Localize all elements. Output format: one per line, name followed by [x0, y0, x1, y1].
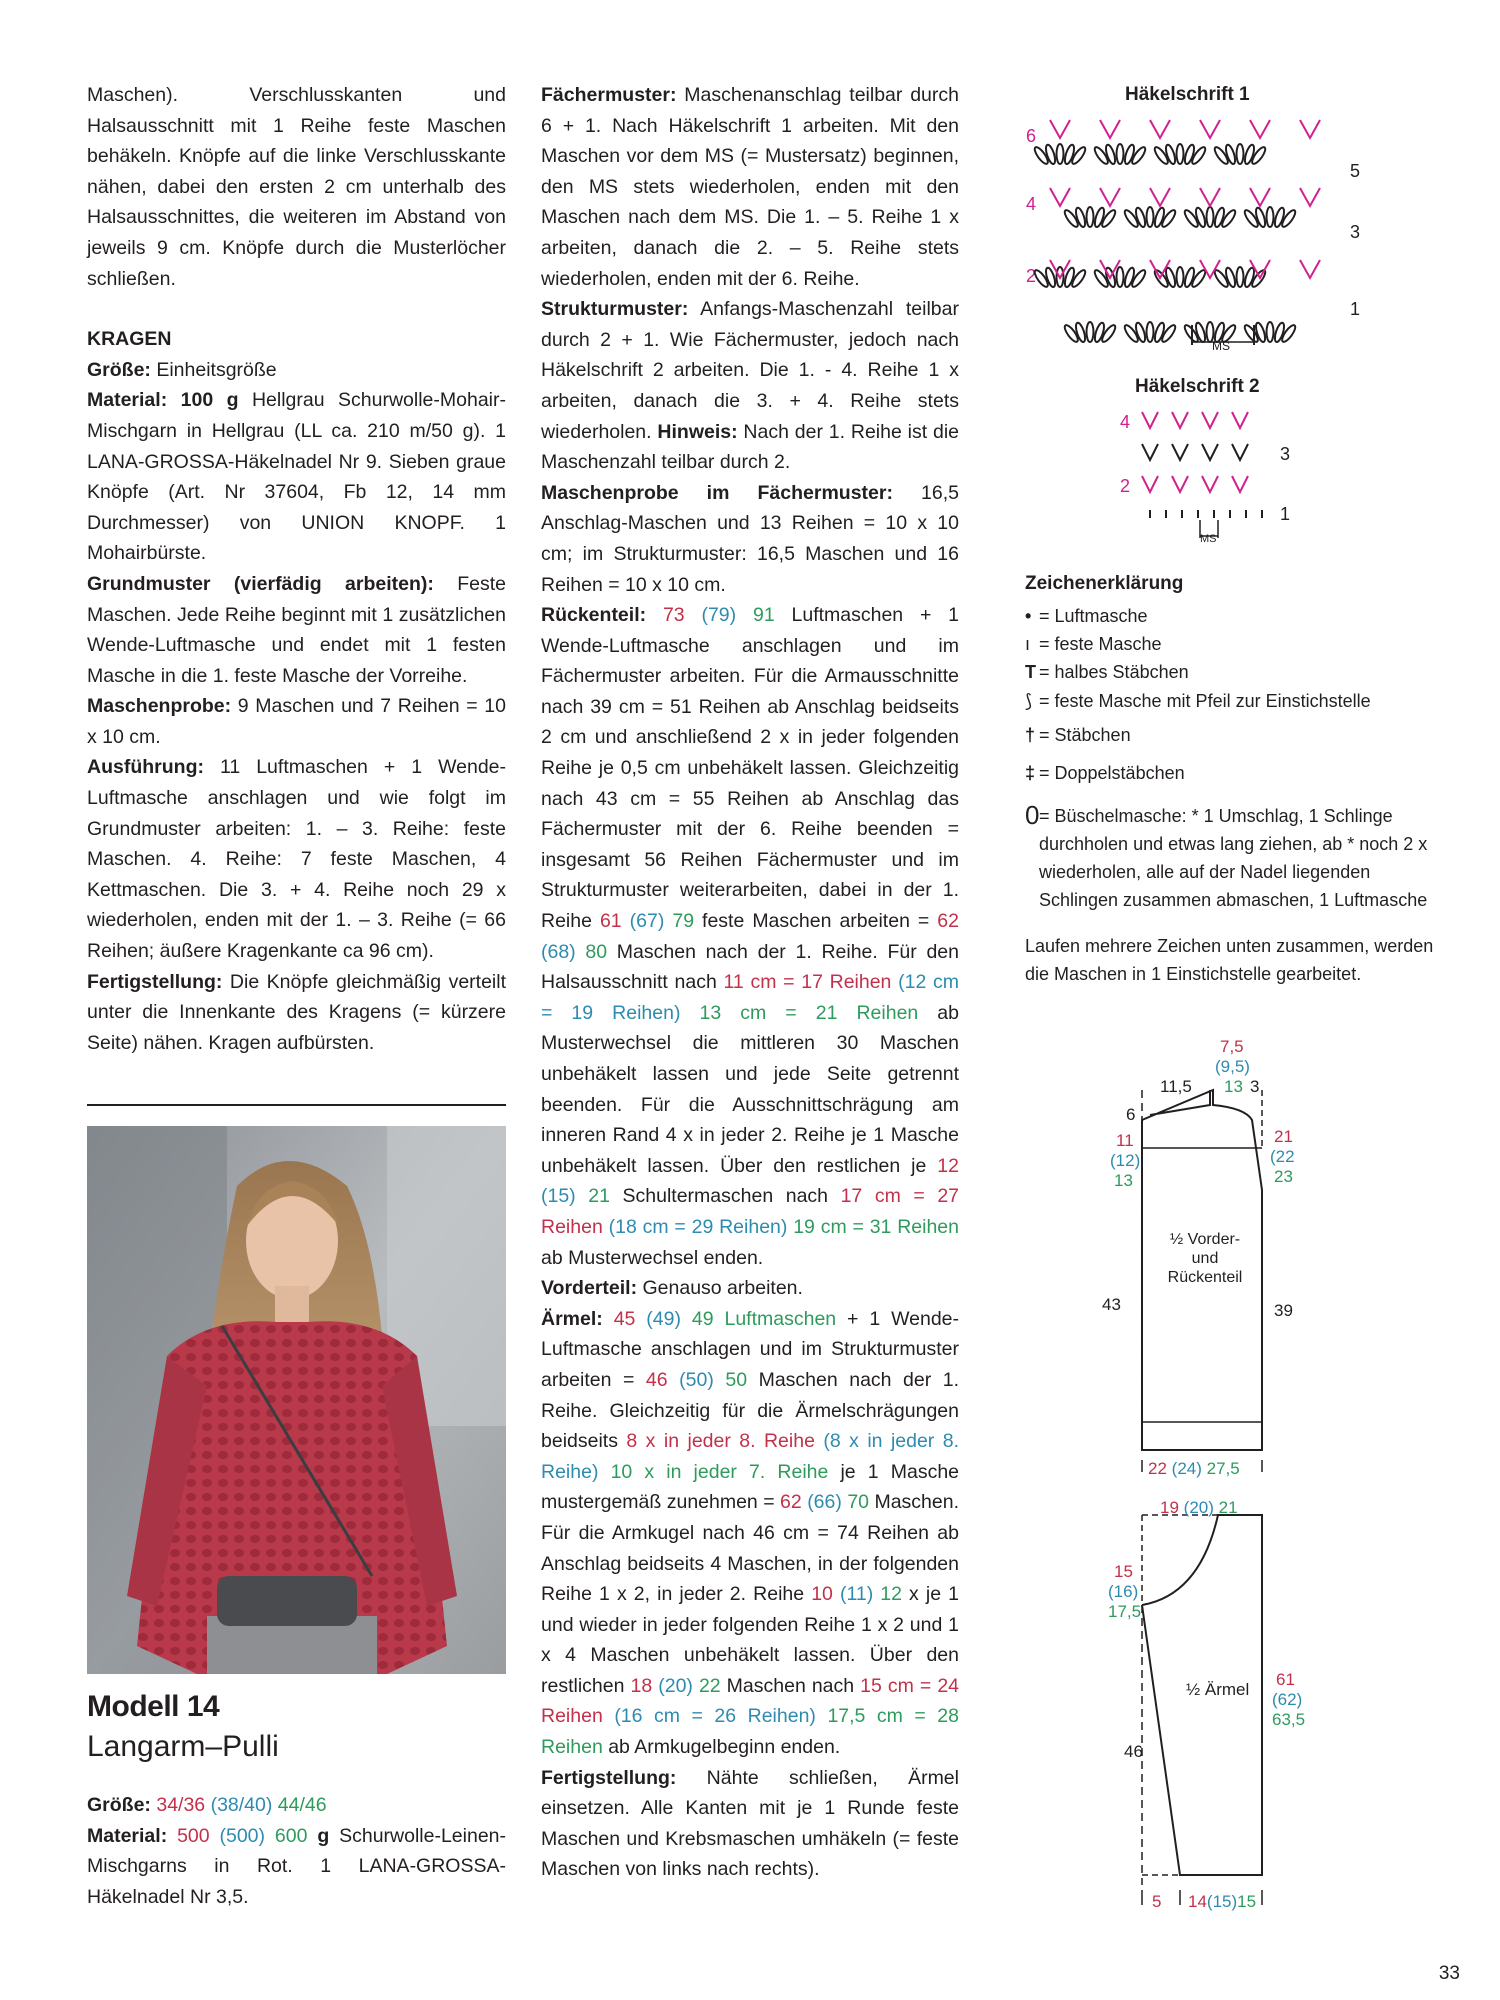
kragen-ausfuehrung: Ausführung: 11 Luftmaschen + 1 Wende-Luftmasche anschlagen und wie folgt im Grundmuster arbeiten: 1. – 3. Reihe: feste Maschen. 4. Reihe: 7 feste Maschen, 4 Kettmaschen. Die 3. + 4. Reihe noch 29 x wiederholen, enden mit der 1. – 3. Reihe (= 66 Reihen; äußere Kragenkante ca 96 cm). [87, 756, 506, 963]
maschenprobe-paragraph: Maschenprobe im Fächermuster: 16,5 Anschlag-Maschen und 13 Reihen = 10 x 10 cm; im Strukturmuster: 16,5 Maschen und 16 Reihen = 10 x 10 cm. [541, 481, 960, 596]
chart1-vees [1050, 120, 1320, 278]
s1-right-red: 21 [1274, 1127, 1293, 1146]
s1-right-39: 39 [1274, 1301, 1293, 1320]
kragen-fertigstellung: Fertigstellung: Die Knöpfe gleichmäßig verteilt unter die Innenkante des Kragens (= kürzere Seite) nähen. Kragen aufbürsten. [87, 970, 506, 1054]
kragen-material: Material: 100 g Hellgrau Schurwolle-Mohair-Mischgarn in Hellgrau (LL ca. 210 m/50 g). 1 LANA-GROSSA-Häkelnadel Nr 9. Sieben graue Knöpfe (Art. Nr 37604, Fb 12, 14 mm Durchmesser) von UNION KNOPF. 1 Mohairbürste. [87, 389, 506, 565]
chart2-vees [1142, 412, 1262, 518]
s1-top-red: 7,5 [1220, 1037, 1244, 1056]
model-groesse: Größe: 34/36 (38/40) 44/46 [87, 1794, 327, 1816]
legend-item-doppelstaebchen: ‡ = Doppelstäbchen [1025, 754, 1445, 792]
s2-right-blue: (62) [1272, 1690, 1303, 1709]
legend-item-feste-masche: ı = feste Masche [1025, 630, 1445, 658]
chart1-row4: 4 [1026, 194, 1037, 214]
s2-bottom: 14(15)15 [1188, 1892, 1257, 1911]
chart2-ms-label: MS [1200, 533, 1217, 542]
half-double-crochet-icon: T [1025, 662, 1036, 682]
s1-left-blue: (12) [1110, 1151, 1141, 1170]
s2-label: ½ Ärmel [1186, 1680, 1250, 1699]
section-divider [87, 1104, 506, 1106]
s2-right-red: 61 [1276, 1670, 1295, 1689]
model-material: Material: 500 (500) 600 g Schurwolle-Leinen-Mischgarns in Rot. 1 LANA-GROSSA-Häkelnadel Nr 3,5. [87, 1824, 507, 1908]
chart2-row4: 4 [1120, 412, 1131, 432]
legend [1025, 570, 1445, 988]
chart2-diagram [1120, 402, 1320, 542]
legend-item-pfeil: ⟆ = feste Masche mit Pfeil zur Einstichstelle [1025, 686, 1445, 716]
s2-right-green: 63,5 [1272, 1710, 1306, 1729]
fertig-paragraph: Fertigstellung: Nähte schließen, Ärmel einsetzen. Alle Kanten mit je 1 Runde feste Maschen und Krebsmaschen umhäkeln (= feste Maschen von links nach rechts). [541, 1766, 959, 1881]
chain-stitch-icon: • [1025, 606, 1032, 626]
chart1-row1: 1 [1350, 299, 1361, 319]
s1-neck: 11,5 [1160, 1077, 1192, 1096]
model-title: Modell 14 [87, 1690, 220, 1723]
s2-left-red: 15 [1114, 1562, 1133, 1581]
s1-label: ½ Vorder- und Rückenteil [1167, 1231, 1243, 1286]
legend-note: Laufen mehrere Zeichen unten zusammen, werden die Maschen in 1 Einstichstelle gearbeitet. [1025, 936, 1434, 984]
model-photo [87, 1126, 506, 1674]
double-crochet-icon: † [1025, 725, 1036, 745]
struktur-paragraph: Strukturmuster: Anfangs-Maschenzahl teilbar durch 2 + 1. Wie Fächermuster, jedoch nach Häkelschrift 2 arbeiten. Die 1. - 4. Reihe 1 x arbeiten, danach die 3. + 4. Reihe stets wiederholen. Hinweis: Nach der 1. Reihe ist die Maschenzahl teilbar durch 2. [541, 298, 959, 474]
vorder-paragraph: Vorderteil: Genauso arbeiten. [541, 1277, 803, 1300]
paragraph-intro: Maschen). Verschlusskanten und Halsausschnitt mit 1 Reihe feste Maschen behäkeln. Knöpfe auf die linke Verschlusskante nähen, dabei den ersten 2 cm unterhalb des Halsausschnittes, die weiteren im Abstand von jeweils 9 cm. Knöpfe durch die Musterlöcher schließen. [87, 84, 506, 290]
chart2-row2: 2 [1120, 476, 1131, 496]
s1-bottom: 22 (24) 27,5 [1148, 1459, 1240, 1478]
chart1-row2: 2 [1026, 266, 1037, 286]
chart1-fans [1033, 144, 1298, 344]
model-details [87, 1790, 506, 1912]
legend-item-halbes-staebchen: T = halbes Stäbchen [1025, 658, 1445, 686]
arrow-stitch-icon: ⟆ [1025, 691, 1033, 711]
model-subtitle: Langarm–Pulli [87, 1730, 279, 1763]
column-left [87, 80, 506, 1058]
s2-bottom-5: 5 [1152, 1892, 1162, 1911]
chart1-diagram [1020, 110, 1380, 350]
aermel-paragraph: Ärmel: 45 (49) 49 Luftmaschen + 1 Wende-Luftmasche anschlagen und im Strukturmuster arbeiten = 46 (50) 50 Maschen nach der 1. Reihe. Gleichzeitig für die Ärmelschrägungen beidseits 8 x in jeder 8. Reihe (8 x in jeder 8. Reihe) 10 x in jeder 7. Reihe je 1 Masche mustergemäß zunehmen = 62 (66) 70 Maschen. Für die Armkugel nach 46 cm = 74 Reihen ab Anschlag beidseits 4 Maschen, in der folgenden Reihe 1 x 2, in jeder 2. Reihe 10 (11) 12 x je 1 und wieder in jeder folgenden Reihe 1 x 2 und 1 x 4 Maschen unbehäkelt lassen. Über den restlichen 18 (20) 22 Maschen nach 15 cm = 24 Reihen (16 cm = 26 Reihen) 17,5 cm = 28 Reihen ab Armkugelbeginn enden. [541, 1307, 960, 1759]
legend-title: Zeichenerklärung [1025, 573, 1184, 594]
s2-left-green: 17,5 [1108, 1602, 1142, 1621]
page-number: 33 [1438, 1963, 1460, 1984]
s1-right-green: 23 [1274, 1167, 1293, 1186]
kragen-groesse: Größe: Einheitsgröße [87, 358, 277, 381]
chart1-row5: 5 [1350, 161, 1361, 181]
s1-top-blue: (9,5) [1215, 1057, 1250, 1076]
kragen-grundmuster: Grundmuster (vierfädig arbeiten): Feste Maschen. Jede Reihe beginnt mit 1 zusätzlichen Wende-Luftmasche und endet mit 1 festen Masche in die 1. feste Masche der Vorreihe. [87, 572, 506, 687]
s1-right-blue: (22 [1270, 1147, 1295, 1166]
chart1-row3: 3 [1350, 222, 1361, 242]
s2-top: 19 (20) 21 [1160, 1498, 1238, 1517]
chart1-ms-label: MS [1212, 339, 1230, 350]
schematic-sleeve [1080, 1495, 1330, 1920]
s1-shoulder: 3 [1250, 1077, 1260, 1096]
s1-left-green: 13 [1114, 1171, 1133, 1190]
legend-item-staebchen: † = Stäbchen [1025, 716, 1445, 754]
chart2-title: Häkelschrift 2 [1135, 376, 1260, 397]
cluster-stitch-icon: 0 [1025, 800, 1040, 830]
s1-top-green: 13 [1224, 1077, 1243, 1096]
s2-left-blue: (16) [1108, 1582, 1139, 1601]
kragen-heading: KRAGEN [87, 328, 172, 351]
s1-left-6: 6 [1126, 1105, 1136, 1124]
chart2-row3: 3 [1280, 444, 1291, 464]
chart1-row6: 6 [1026, 126, 1037, 146]
s1-left-43: 43 [1102, 1295, 1121, 1314]
kragen-maschenprobe: Maschenprobe: 9 Maschen und 7 Reihen = 10 x 10 cm. [87, 695, 506, 748]
chart1-title: Häkelschrift 1 [1125, 84, 1250, 105]
legend-item-luftmasche: • = Luftmasche [1025, 602, 1445, 630]
schematic-body [1080, 1030, 1330, 1480]
column-middle [541, 80, 959, 1885]
ruecken-paragraph: Rückenteil: 73 (79) 91 Luftmaschen + 1 Wende-Luftmasche anschlagen und im Fächermuster arbeiten. Für die Armausschnitte nach 39 cm = 51 Reihen ab Anschlag beidseits 2 cm und anschließend 2 x in jeder folgenden Reihe je 0,5 cm unbehäkelt lassen. Gleichzeitig nach 43 cm = 55 Reihen ab Anschlag das Fächermuster mit der 6. Reihe beenden = insgesamt 56 Reihen Fächermuster und im Strukturmuster weiterarbeiten, dabei in der 1. Reihe 61 (67) 79 feste Maschen arbeiten = 62 (68) 80 Maschen nach der 1. Reihe. Für den Halsausschnitt nach 11 cm = 17 Reihen (12 cm = 19 Reihen) 13 cm = 21 Reihen ab Musterwechsel die mittleren 30 Maschen unbehäkelt lassen und jede Seite getrennt beenden. Für die Ausschnittschrägung am inneren Rand 4 x in jeder 2. Reihe je 1 Masche unbehäkelt lassen. Über den restlichen je 12 (15) 21 Schultermaschen nach 17 cm = 27 Reihen (18 cm = 29 Reihen) 19 cm = 31 Reihen ab Musterwechsel enden. [541, 604, 960, 1269]
faecher-paragraph: Fächermuster: Maschenanschlag teilbar durch 6 + 1. Nach Häkelschrift 1 arbeiten. Mit den Maschen vor dem MS (= Mustersatz) beginnen, den MS stets wiederholen, enden mit den Maschen nach dem MS. Die 1. – 5. Reihe 1 x arbeiten, danach die 2. – 5. Reihe stets wiederholen, enden mit der 6. Reihe. [541, 84, 959, 290]
s1-left-red: 11 [1116, 1131, 1134, 1150]
treble-crochet-icon: ‡ [1025, 763, 1036, 783]
chart2-row1: 1 [1280, 504, 1291, 524]
s2-left-46: 46 [1124, 1742, 1143, 1761]
single-crochet-icon: ı [1025, 634, 1031, 654]
legend-item-bueschel: 0 = Büschelmasche: * 1 Umschlag, 1 Schlinge durchholen und etwas lang ziehen, ab * noch 2 x wiederholen, alle auf der Nadel liegenden Schlingen zusammen abmaschen, 1 Luftmasche [1025, 802, 1445, 914]
